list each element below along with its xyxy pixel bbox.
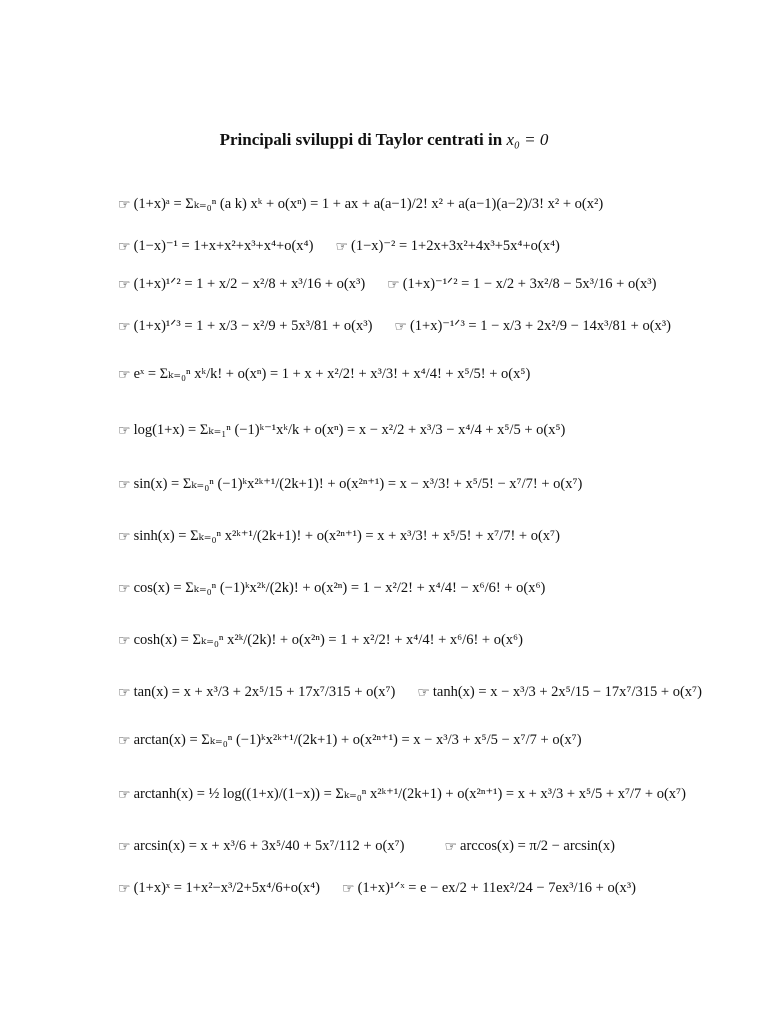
formula-row-binomial: [118, 196, 758, 213]
page-title: [0, 130, 768, 150]
formula-text: arccos(x) = π/2 − arcsin(x): [460, 838, 615, 854]
formula-text: (1+x)⁻¹ᐟ² = 1 − x/2 + 3x²/8 − 5x³/16 + o(x³): [402, 276, 657, 292]
formula-text: (1+x)⁻¹ᐟ³ = 1 − x/3 + 2x²/9 − 14x³/81 + o(x³): [409, 318, 671, 334]
title-text: Principali sviluppi di Taylor centrati in: [219, 130, 503, 149]
pointing-hand-icon: ☞: [118, 318, 131, 335]
formula-entry: [118, 684, 395, 701]
pointing-hand-icon: ☞: [387, 276, 400, 293]
formula-row-sqrt: [118, 276, 758, 293]
formula-text: tan(x) = x + x³/3 + 2x⁵/15 + 17x⁷/315 + o(x⁷): [133, 684, 396, 700]
pointing-hand-icon: ☞: [342, 880, 355, 897]
formula-text: (1−x)⁻² = 1+2x+3x²+4x³+5x⁴+o(x⁴): [351, 238, 560, 254]
pointing-hand-icon: ☞: [118, 528, 131, 545]
formula-text: eˣ = Σₖ₌₀ⁿ xᵏ/k! + o(xⁿ) = 1 + x + x²/2! + x³/3! + x⁴/4! + x⁵/5! + o(x⁵): [133, 366, 531, 382]
formula-row-cosh: [118, 632, 758, 649]
pointing-hand-icon: ☞: [118, 580, 131, 597]
formula-text: arctan(x) = Σₖ₌₀ⁿ (−1)ᵏx²ᵏ⁺¹/(2k+1) + o(x²ⁿ⁺¹) = x − x³/3 + x⁵/5 − x⁷/7 + o(x⁷): [133, 732, 582, 748]
formula-entry: [118, 196, 603, 213]
pointing-hand-icon: ☞: [118, 838, 131, 855]
formula-entry: [394, 318, 671, 335]
pointing-hand-icon: ☞: [394, 318, 407, 335]
formula-entry: [335, 238, 559, 255]
pointing-hand-icon: ☞: [118, 632, 131, 649]
pointing-hand-icon: ☞: [118, 422, 131, 439]
title-math: x₀ = 0: [506, 130, 549, 149]
formula-entry: [118, 422, 565, 439]
pointing-hand-icon: ☞: [444, 838, 458, 855]
formula-text: (1+x)¹ᐟˣ = e − ex/2 + 11ex²/24 − 7ex³/16 + o(x³): [357, 880, 636, 896]
formula-text: log(1+x) = Σₖ₌₁ⁿ (−1)ᵏ⁻¹xᵏ/k + o(xⁿ) = x − x²/2 + x³/3 − x⁴/4 + x⁵/5 + o(x⁵): [133, 422, 566, 438]
formula-text: (1+x)¹ᐟ³ = 1 + x/3 − x²/9 + 5x³/81 + o(x³): [133, 318, 373, 334]
formula-text: sinh(x) = Σₖ₌₀ⁿ x²ᵏ⁺¹/(2k+1)! + o(x²ⁿ⁺¹) = x + x³/3! + x⁵/5! + x⁷/7! + o(x⁷): [133, 528, 560, 544]
formula-row-geometric: [118, 238, 758, 255]
formula-row-tan: [118, 684, 758, 701]
formula-text: tanh(x) = x − x³/3 + 2x⁵/15 − 17x⁷/315 + o(x⁷): [432, 684, 702, 700]
pointing-hand-icon: ☞: [118, 366, 131, 383]
formula-text: (1+x)¹ᐟ² = 1 + x/2 − x²/8 + x³/16 + o(x³): [133, 276, 366, 292]
formula-row-sin: [118, 476, 758, 493]
formula-text: arctanh(x) = ½ log((1+x)/(1−x)) = Σₖ₌₀ⁿ x²ᵏ⁺¹/(2k+1) + o(x²ⁿ⁺¹) = x + x³/3 + x⁵/5 + x⁷/7 + o(x⁷): [133, 786, 686, 802]
formula-entry: [118, 476, 582, 493]
formula-entry: [118, 366, 530, 383]
formula-entry: [118, 276, 365, 293]
formula-row-exp: [118, 366, 758, 383]
formula-entry: [118, 580, 545, 597]
formula-text: arcsin(x) = x + x³/6 + 3x⁵/40 + 5x⁷/112 + o(x⁷): [133, 838, 405, 854]
formula-text: sin(x) = Σₖ₌₀ⁿ (−1)ᵏx²ᵏ⁺¹/(2k+1)! + o(x²ⁿ⁺¹) = x − x³/3! + x⁵/5! − x⁷/7! + o(x⁷): [133, 476, 583, 492]
formula-entry: [118, 732, 582, 749]
pointing-hand-icon: ☞: [118, 684, 131, 701]
formula-row-cos: [118, 580, 758, 597]
pointing-hand-icon: ☞: [335, 238, 348, 255]
formula-entry: [417, 684, 702, 701]
formula-row-power-x: [118, 880, 758, 897]
formula-row-arctan: [118, 732, 758, 749]
pointing-hand-icon: ☞: [417, 684, 430, 701]
formula-row-log: [118, 422, 758, 439]
formula-row-arctanh: [118, 786, 758, 803]
formula-entry: [118, 632, 523, 649]
pointing-hand-icon: ☞: [118, 476, 131, 493]
formula-text: (1+x)ᵃ = Σₖ₌₀ⁿ (a k) xᵏ + o(xⁿ) = 1 + ax + a(a−1)/2! x² + a(a−1)(a−2)/3! x² + o(x²): [133, 196, 604, 212]
formula-entry: [118, 838, 404, 855]
formula-row-arcsin: [118, 838, 758, 855]
formula-text: cosh(x) = Σₖ₌₀ⁿ x²ᵏ/(2k)! + o(x²ⁿ) = 1 + x²/2! + x⁴/4! + x⁶/6! + o(x⁶): [133, 632, 523, 648]
pointing-hand-icon: ☞: [118, 196, 131, 213]
formula-row-cbrt: [118, 318, 758, 335]
pointing-hand-icon: ☞: [118, 786, 131, 803]
formula-entry: [118, 238, 313, 255]
pointing-hand-icon: ☞: [118, 276, 131, 293]
formula-text: (1+x)ˣ = 1+x²−x³/2+5x⁴/6+o(x⁴): [133, 880, 320, 896]
formula-entry: [118, 880, 320, 897]
formula-entry: [387, 276, 656, 293]
formula-entry: [118, 786, 686, 803]
pointing-hand-icon: ☞: [118, 238, 131, 255]
formula-text: (1−x)⁻¹ = 1+x+x²+x³+x⁴+o(x⁴): [133, 238, 314, 254]
formula-row-sinh: [118, 528, 758, 545]
formula-text: cos(x) = Σₖ₌₀ⁿ (−1)ᵏx²ᵏ/(2k)! + o(x²ⁿ) = 1 − x²/2! + x⁴/4! − x⁶/6! + o(x⁶): [133, 580, 546, 596]
formula-entry: [342, 880, 636, 897]
formula-entry: [444, 838, 614, 855]
formula-entry: [118, 318, 372, 335]
pointing-hand-icon: ☞: [118, 880, 131, 897]
pointing-hand-icon: ☞: [118, 732, 131, 749]
formula-entry: [118, 528, 560, 545]
